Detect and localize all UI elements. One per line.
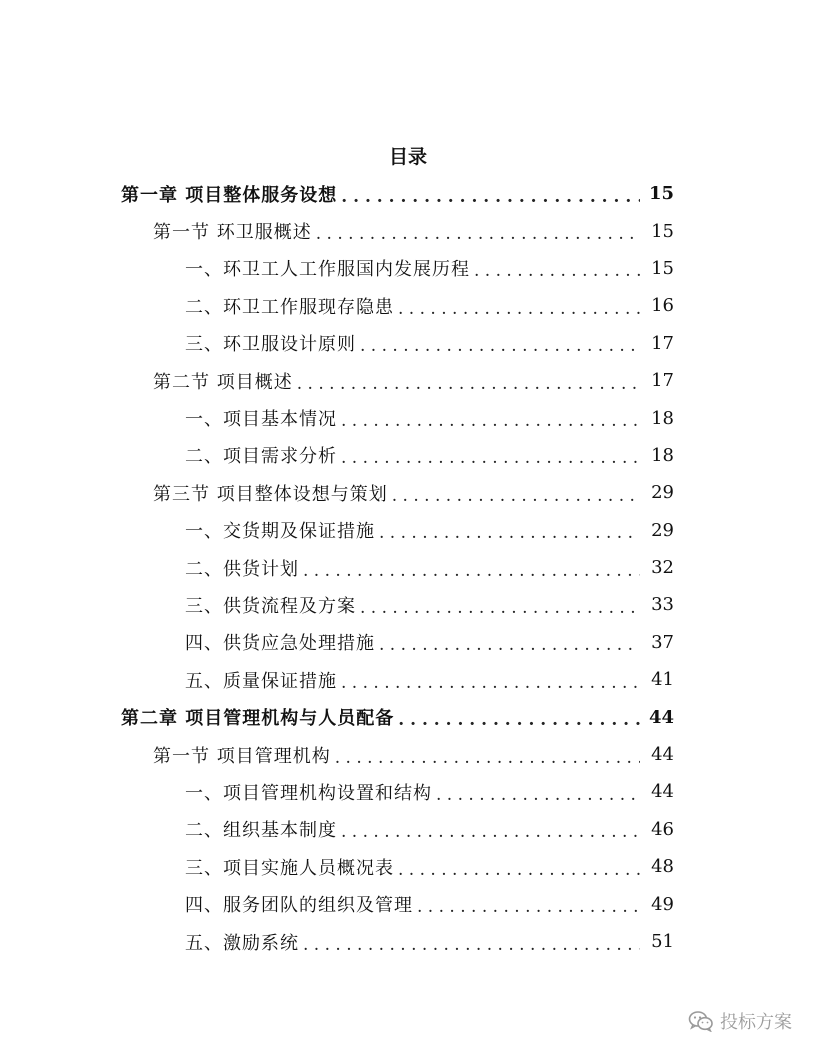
toc-entry-page: 17 [651, 370, 674, 392]
toc-entry-page: 18 [651, 444, 674, 466]
toc-entry-label: 一、项目管理机构设置和结构 [185, 782, 432, 804]
dot-leader [379, 635, 640, 655]
dot-leader [398, 860, 640, 880]
toc-entry-label: 二、环卫工作服现存隐患 [185, 296, 394, 318]
toc-entry-label: 三、供货流程及方案 [185, 595, 356, 617]
toc-entry-page: 51 [651, 931, 674, 952]
dot-leader [360, 598, 640, 618]
toc-entry-page: 16 [651, 295, 674, 317]
toc-entry-section[interactable] [0, 362, 816, 399]
dot-leader [341, 411, 640, 431]
toc-entry-label: 三、环卫服设计原则 [185, 334, 356, 356]
toc-entry-label: 第一节 环卫服概述 [153, 222, 312, 244]
toc-entry-page: 32 [651, 557, 674, 579]
toc-entry-page: 44 [648, 706, 674, 728]
dot-leader [392, 486, 640, 506]
toc-entry-page: 41 [651, 669, 674, 691]
toc-entry-subsection[interactable] [0, 773, 816, 810]
toc-entry-subsection[interactable] [0, 885, 816, 922]
toc-entry-label: 一、交货期及保证措施 [185, 521, 375, 543]
toc-entry-label: 二、项目需求分析 [185, 446, 337, 468]
toc-entry-chapter[interactable] [0, 175, 816, 212]
toc-entry-label: 一、项目基本情况 [185, 409, 337, 431]
dot-leader [341, 187, 640, 207]
toc-entry-subsection[interactable] [0, 512, 816, 549]
toc-entry-page: 37 [651, 631, 674, 653]
watermark-text: 投标方案 [720, 1012, 792, 1033]
toc-entry-page: 29 [651, 519, 674, 541]
toc-entry-page: 46 [651, 818, 674, 840]
toc-entry-label: 第三节 项目整体设想与策划 [153, 483, 388, 505]
toc-entry-label: 一、环卫工人工作服国内发展历程 [185, 259, 470, 281]
dot-leader [417, 897, 640, 917]
toc-entry-subsection[interactable] [0, 549, 816, 586]
toc-title: 目录 [388, 146, 427, 168]
dot-leader [303, 561, 640, 581]
dot-leader [341, 673, 640, 693]
toc-entry-page: 49 [651, 893, 674, 915]
toc-entry-subsection[interactable] [0, 325, 816, 362]
dot-leader [303, 935, 640, 955]
toc-entry-label: 三、项目实施人员概况表 [185, 857, 394, 879]
toc-entry-page: 29 [651, 482, 674, 504]
dot-leader [341, 822, 640, 842]
toc-entry-subsection[interactable] [0, 923, 816, 960]
toc-entry-page: 44 [651, 744, 674, 766]
wechat-icon [688, 1010, 714, 1032]
toc-entry-label: 第二节 项目概述 [153, 371, 293, 393]
dot-leader [360, 336, 640, 356]
toc-entry-subsection[interactable] [0, 287, 816, 324]
toc-entry-subsection[interactable] [0, 624, 816, 661]
toc-entry-subsection[interactable] [0, 661, 816, 698]
toc-entry-page: 33 [651, 594, 674, 616]
toc-entry-label: 二、组织基本制度 [185, 820, 337, 842]
toc-entry-page: 15 [648, 183, 674, 205]
watermark [688, 1008, 792, 1034]
toc-entry-section[interactable] [0, 736, 816, 773]
toc-entry-label: 五、质量保证措施 [185, 670, 337, 692]
dot-leader [398, 710, 640, 730]
toc-entry-label: 四、服务团队的组织及管理 [185, 895, 413, 917]
toc-entry-page: 15 [651, 220, 674, 242]
toc-entry-subsection[interactable] [0, 399, 816, 436]
toc-entry-label: 第一章 项目整体服务设想 [121, 184, 338, 206]
toc-entry-subsection[interactable] [0, 437, 816, 474]
dot-leader [436, 785, 640, 805]
toc-entry-label: 四、供货应急处理措施 [185, 633, 375, 655]
toc-entry-label: 二、供货计划 [185, 558, 299, 580]
toc-entry-subsection[interactable] [0, 250, 816, 287]
toc-entry-page: 17 [651, 332, 674, 354]
dot-leader [398, 299, 640, 319]
toc-entry-subsection[interactable] [0, 848, 816, 885]
toc-entry-label: 第二章 项目管理机构与人员配备 [121, 708, 395, 730]
toc-entry-page: 48 [651, 856, 674, 878]
dot-leader [297, 374, 640, 394]
dot-leader [335, 748, 640, 768]
toc-entry-chapter[interactable] [0, 698, 816, 735]
dot-leader [379, 523, 640, 543]
toc-entry-page: 18 [651, 407, 674, 429]
dot-leader [341, 448, 640, 468]
toc-entry-label: 第一节 项目管理机构 [153, 745, 331, 767]
toc-entry-page: 44 [651, 781, 674, 803]
toc-entry-subsection[interactable] [0, 811, 816, 848]
dot-leader [316, 224, 640, 244]
toc-entry-subsection[interactable] [0, 586, 816, 623]
toc-entry-section[interactable] [0, 212, 816, 249]
toc-entry-label: 五、激励系统 [185, 932, 299, 954]
toc-entry-section[interactable] [0, 474, 816, 511]
toc-list [0, 175, 816, 960]
dot-leader [474, 261, 640, 281]
toc-entry-page: 15 [651, 257, 674, 279]
